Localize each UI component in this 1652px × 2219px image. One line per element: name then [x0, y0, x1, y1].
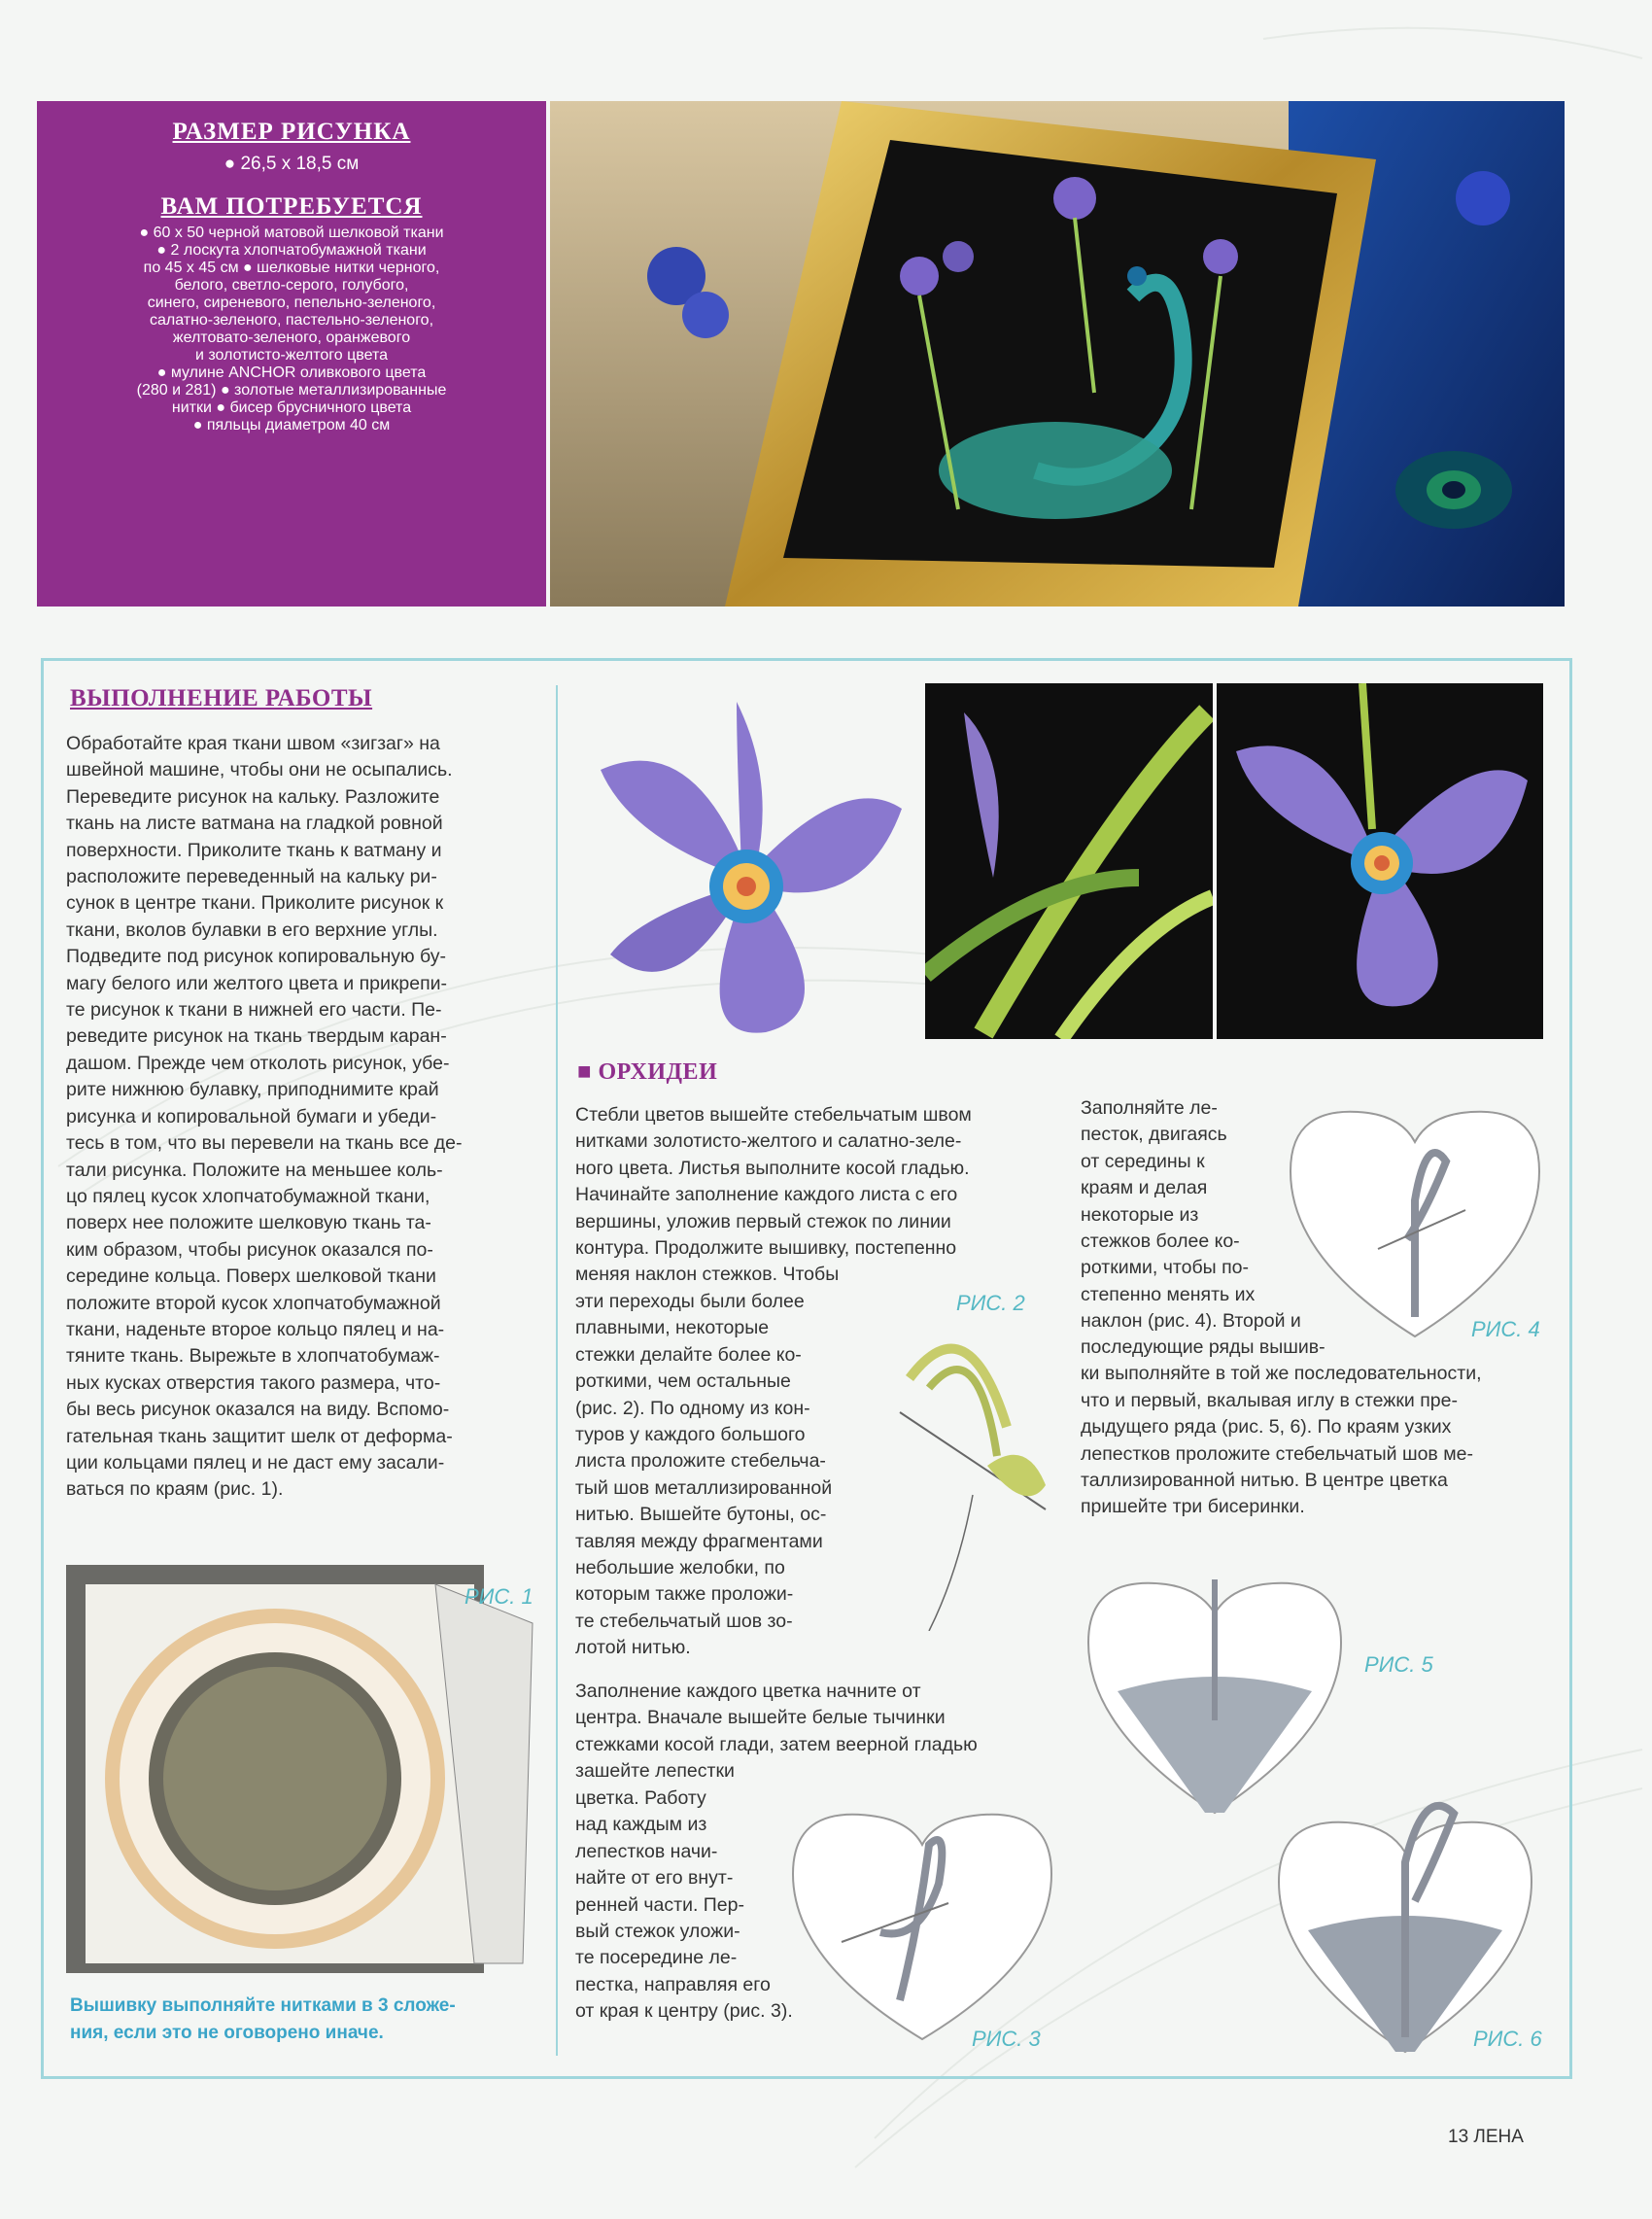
text-line: гательная ткань защитит шелк от деформа- — [66, 1425, 453, 1447]
work-title: ВЫПОЛНЕНИЕ РАБОТЫ — [70, 685, 373, 711]
text-line: Подведите под рисунок копировальную бу- — [66, 946, 446, 968]
iris-flower-image — [571, 692, 912, 1042]
text-line: магу белого или желтого цвета и прикрепи- — [66, 972, 448, 994]
text-line: степенно менять их — [1081, 1283, 1256, 1305]
text-line: ким образом, чтобы рисунок оказался по- — [66, 1238, 433, 1261]
size-value: ● 26,5 х 18,5 см — [224, 154, 360, 174]
text-line: лепестков проложите стебельчатый шов ме- — [1081, 1442, 1473, 1465]
text-line: стежками косой глади, затем веерной гладью — [575, 1733, 978, 1755]
text-line: найте от его внут- — [575, 1867, 734, 1890]
text-line: Обработайте края ткани швом «зигзаг» на — [66, 733, 440, 754]
needs-line: салатно-зеленого, пастельно-зеленого, — [149, 312, 434, 329]
fig1-caption-line-2: ния, если это не оговорено иначе. — [70, 2023, 384, 2043]
right-text-2 — [1081, 1335, 1545, 1521]
text-line: рисунка и копировальной бумаги и убеди- — [66, 1105, 437, 1127]
needs-line: белого, светло-серого, голубого, — [174, 277, 409, 294]
petal-stitch-drawing-6 — [1269, 1746, 1541, 2057]
text-line: рите нижнюю булавку, приподнимите край — [66, 1079, 439, 1101]
figure-4 — [1281, 1103, 1549, 1346]
text-line: цветка. Работу — [575, 1787, 706, 1809]
text-line: бы весь рисунок оказался на виду. Вспомо- — [66, 1399, 450, 1421]
iris-closeup-image — [1217, 683, 1543, 1039]
iris-embroidery-drawing — [571, 692, 912, 1042]
text-line: сунок в центре ткани. Приколите рисунок к — [66, 892, 444, 915]
text-line: ции кольцами пялец и не даст ему засали- — [66, 1451, 445, 1474]
figure-6 — [1269, 1746, 1541, 2057]
text-line: тый шов металлизированной — [575, 1476, 833, 1499]
needs-list — [37, 225, 546, 434]
text-line: швейной машине, чтобы они не осыпались. — [66, 759, 453, 781]
text-line: нитками золотисто-желтого и салатно-зеле- — [575, 1130, 962, 1153]
text-line: листа проложите стебельча- — [575, 1450, 826, 1473]
fig3-label: РИС. 3 — [972, 2027, 1041, 2051]
text-line: лотой нитью. — [575, 1637, 691, 1659]
text-line: ренней части. Пер- — [575, 1893, 744, 1916]
figure-1 — [66, 1565, 546, 1975]
text-line: над каждым из — [575, 1814, 707, 1836]
needs-line: ● 2 лоскута хлопчатобумажной ткани — [156, 242, 427, 259]
text-line: Стебли цветов вышейте стебельчатым швом — [575, 1104, 972, 1126]
needs-line: и золотисто-желтого цвета — [195, 347, 388, 364]
materials-box — [37, 101, 546, 607]
orchids-title: ■ ОРХИДЕИ — [577, 1059, 718, 1085]
fig5-label: РИС. 5 — [1364, 1652, 1433, 1677]
text-line: нитью. Вышейте бутоны, ос- — [575, 1504, 827, 1526]
photo-iris — [1217, 683, 1543, 1039]
fig4-label: РИС. 4 — [1471, 1317, 1540, 1341]
text-line: пестка, направляя его — [575, 1973, 771, 1995]
text-line: (рис. 2). По одному из кон- — [575, 1397, 810, 1419]
needs-line: (280 и 281) ● золотые металлизированные — [136, 382, 447, 399]
text-line: небольшие желобки, по — [575, 1557, 785, 1579]
text-line: реведите рисунок на ткань твердым каран- — [66, 1025, 447, 1048]
text-line: поверх нее положите шелковую ткань та- — [66, 1212, 431, 1234]
text-line: эти переходы были более — [575, 1291, 805, 1312]
text-line: таллизированной нитью. В центре цветка — [1081, 1470, 1448, 1492]
needs-line: нитки ● бисер брусничного цвета — [171, 399, 412, 416]
size-title: РАЗМЕР РИСУНКА — [172, 119, 411, 145]
text-line: наклон (рис. 4). Второй и — [1081, 1310, 1301, 1333]
fig1-caption — [70, 1993, 456, 2047]
text-line: тесь в том, что вы перевели на ткань все де- — [66, 1132, 463, 1155]
text-line: пришейте три бисеринки. — [1081, 1496, 1305, 1518]
text-line: от середины к — [1081, 1150, 1205, 1172]
text-line: которым также проложи- — [575, 1583, 794, 1606]
text-line: ткань на листе ватмана на гладкой ровной — [66, 813, 443, 835]
needs-line: ● пяльцы диаметром 40 см — [192, 417, 391, 433]
fig2-label: РИС. 2 — [956, 1291, 1025, 1315]
text-line: центра. Вначале вышейте белые тычинки — [575, 1707, 946, 1729]
text-line: зашейте лепестки — [575, 1760, 735, 1783]
text-line: цо пялец кусок хлопчатобумажной ткани, — [66, 1185, 430, 1207]
leaf-stitch-drawing — [890, 1320, 1055, 1631]
needs-line: ● 60 х 50 черной матовой шелковой ткани — [139, 225, 444, 241]
text-line: Заполнение каждого цветка начните от — [575, 1681, 921, 1702]
text-line: роткими, чтобы по- — [1081, 1257, 1249, 1279]
text-line: краям и делая — [1081, 1177, 1208, 1199]
leaves-closeup-image — [925, 683, 1213, 1039]
needs-line: синего, сиреневого, пепельно-зеленого, — [147, 295, 436, 311]
main-photo — [550, 101, 1565, 607]
text-line: песток, двигаясь — [1081, 1124, 1227, 1146]
page-number: 13 ЛЕНА — [1448, 2127, 1524, 2147]
text-line: те стебельчатый шов зо- — [575, 1610, 793, 1632]
figure-3 — [783, 1806, 1061, 2053]
needs-line: желтовато-зеленого, оранжевого — [172, 329, 411, 346]
text-line: положите второй кусок хлопчатобумажной — [66, 1292, 441, 1314]
text-line: ных кусках отверстия такого размера, что- — [66, 1371, 441, 1394]
text-line: вершины, уложив первый стежок по линии — [575, 1210, 951, 1232]
text-line: ткани, наденьте второе кольцо пялец и на- — [66, 1318, 445, 1340]
needs-line: ● мулине ANCHOR оливкового цвета — [156, 364, 427, 381]
text-line: расположите переведенный на кальку ри- — [66, 866, 437, 888]
petal-stitch-drawing-3 — [783, 1806, 1061, 2053]
needs-line: по 45 х 45 см ● шелковые нитки черного, — [143, 260, 440, 276]
text-line: тяните ткань. Вырежьте в хлопчатобумаж- — [66, 1345, 440, 1368]
orchids-text-2 — [575, 1289, 888, 1662]
text-line: туров у каждого большого — [575, 1424, 806, 1446]
fig1-caption-line-1: Вышивку выполняйте нитками в 3 сложе- — [70, 1995, 456, 2016]
text-line: лепестков начи- — [575, 1840, 718, 1862]
text-line: те посередине ле- — [575, 1947, 738, 1969]
embroidery-hoop-photo — [66, 1565, 546, 1975]
orchids-text-3 — [575, 1679, 1042, 1786]
text-line: тавляя между фрагментами — [575, 1530, 823, 1552]
text-line: середине кольца. Поверх шелковой ткани — [66, 1266, 436, 1288]
fig1-label: РИС. 1 — [465, 1584, 533, 1609]
text-line: дашом. Прежде чем отколоть рисунок, убе- — [66, 1052, 450, 1074]
text-line: некоторые из — [1081, 1203, 1199, 1226]
text-line: тали рисунка. Положите на меньшее коль- — [66, 1159, 443, 1181]
text-line: что и первый, вкалывая иглу в стежки пре- — [1081, 1389, 1458, 1411]
petal-stitch-drawing-4 — [1281, 1103, 1549, 1346]
text-line: поверхности. Приколите ткань к ватману и — [66, 839, 442, 861]
fig6-label: РИС. 6 — [1473, 2027, 1542, 2051]
text-line: стежки делайте более ко- — [575, 1343, 802, 1366]
text-line: стежков более ко- — [1081, 1231, 1240, 1253]
text-line: Начинайте заполнение каждого листа с его — [575, 1184, 958, 1206]
text-line: Переведите рисунок на кальку. Разложите — [66, 785, 440, 808]
text-line: вый стежок уложи- — [575, 1921, 740, 1943]
text-line: ного цвета. Листья выполните косой гладью. — [575, 1157, 970, 1179]
text-line: ткани, вколов булавки в его верхние углы. — [66, 919, 438, 941]
figure-2 — [890, 1320, 1055, 1631]
work-text — [66, 731, 534, 1504]
text-line: от края к центру (рис. 3). — [575, 2000, 793, 2023]
peacock-embroidery-photo — [550, 101, 1565, 607]
text-line: плавными, некоторые — [575, 1317, 770, 1339]
orchids-text-1 — [575, 1102, 1042, 1289]
text-line: меняя наклон стежков. Чтобы — [575, 1264, 840, 1286]
text-line: дыдущего ряда (рис. 5, 6). По краям узких — [1081, 1416, 1452, 1439]
text-line: ки выполняйте в той же последовательности, — [1081, 1363, 1482, 1385]
text-line: контура. Продолжите вышивку, постепенно — [575, 1237, 957, 1260]
column-divider — [556, 685, 558, 2056]
text-line: роткими, чем остальные — [575, 1370, 791, 1393]
photo-leaves — [925, 683, 1213, 1039]
needs-title: ВАМ ПОТРЕБУЕТСЯ — [160, 193, 423, 220]
text-line: те рисунок к ткани в нижней его части. Пе- — [66, 999, 442, 1022]
text-line: последующие ряды вышив- — [1081, 1336, 1325, 1358]
text-line: Заполняйте ле- — [1081, 1097, 1218, 1119]
text-line: ваться по краям (рис. 1). — [66, 1478, 284, 1501]
